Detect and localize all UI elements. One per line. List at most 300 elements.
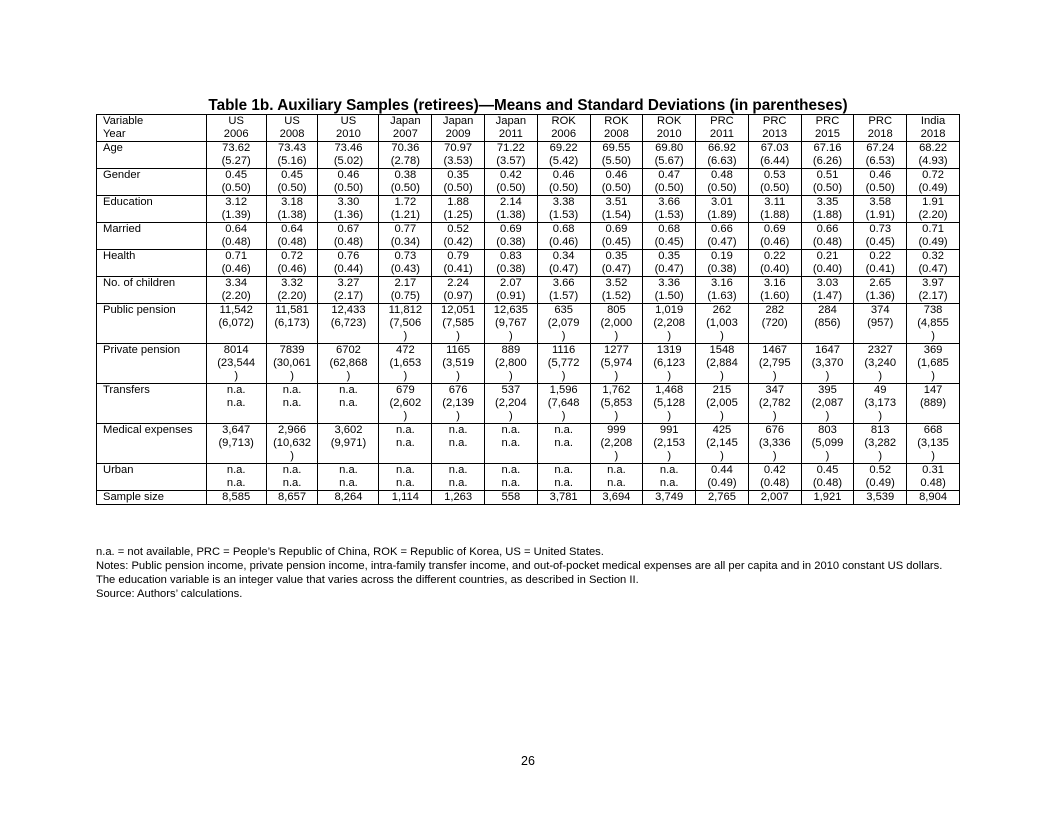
mean-cell: 0.35: [590, 250, 643, 264]
mean-cell: 0.51: [801, 169, 854, 183]
sd-cell: (0.48): [206, 236, 266, 250]
sd-cell: (0.91): [485, 290, 538, 304]
sd-cell: (3,370 ): [801, 357, 854, 384]
sd-cell: (0.50): [748, 182, 801, 196]
mean-cell: 0.45: [266, 169, 318, 183]
sd-cell: (2.20): [206, 290, 266, 304]
mean-cell: 68.22: [907, 142, 960, 156]
variable-label: Age: [97, 142, 207, 156]
mean-cell: 0.19: [696, 250, 749, 264]
header-country: ROK: [537, 115, 590, 129]
sd-cell: (5,128 ): [643, 397, 696, 424]
sd-cell: (2.20): [907, 209, 960, 223]
sd-cell: n.a.: [485, 437, 538, 464]
sd-cell: (0.46): [537, 236, 590, 250]
mean-cell: 0.22: [854, 250, 907, 264]
header-country: India: [907, 115, 960, 129]
table-row-sd: [97, 437, 960, 464]
sd-cell: (0.50): [643, 182, 696, 196]
variable-label: Gender: [97, 169, 207, 183]
sd-cell: (0.49): [854, 477, 907, 491]
mean-cell: 0.73: [379, 250, 432, 264]
variable-label: No. of children: [97, 277, 207, 291]
mean-cell: 73.43: [266, 142, 318, 156]
sd-cell: (0.47): [643, 263, 696, 277]
table-row-sd: [97, 290, 960, 304]
sd-cell: n.a.: [379, 477, 432, 491]
mean-cell: 3.03: [801, 277, 854, 291]
sd-cell: (0.38): [696, 263, 749, 277]
sd-cell: (6.63): [696, 155, 749, 169]
sd-cell: (0.48): [801, 477, 854, 491]
mean-cell: 3.16: [696, 277, 749, 291]
sd-cell: (0.50): [485, 182, 538, 196]
mean-cell: 0.35: [432, 169, 485, 183]
mean-cell: 3.66: [643, 196, 696, 210]
sd-cell: (0.50): [318, 182, 379, 196]
mean-cell: n.a.: [379, 464, 432, 478]
empty-label-cell: [97, 397, 207, 424]
mean-cell: 0.53: [748, 169, 801, 183]
mean-cell: 0.64: [266, 223, 318, 237]
sample-size-cell: 2,007: [748, 491, 801, 505]
sd-cell: n.a.: [206, 477, 266, 491]
sd-cell: (0.45): [590, 236, 643, 250]
mean-cell: 69.55: [590, 142, 643, 156]
mean-cell: n.a.: [432, 464, 485, 478]
sd-cell: (6.44): [748, 155, 801, 169]
mean-cell: 49: [854, 384, 907, 398]
mean-cell: 3.66: [537, 277, 590, 291]
sd-cell: (6.26): [801, 155, 854, 169]
table-row-sd: [97, 263, 960, 277]
mean-cell: 0.52: [432, 223, 485, 237]
table-row-sd: [97, 236, 960, 250]
sd-cell: (1.50): [643, 290, 696, 304]
mean-cell: 805: [590, 304, 643, 318]
header-year: 2013: [748, 128, 801, 142]
sd-cell: (0.46): [748, 236, 801, 250]
mean-cell: 2,966: [266, 424, 318, 438]
sd-cell: (1.39): [206, 209, 266, 223]
header-row-year: [97, 128, 960, 142]
sd-cell: (2,145 ): [696, 437, 749, 464]
table-row-sd: [97, 182, 960, 196]
sd-cell: (0.47): [590, 263, 643, 277]
empty-label-cell: [97, 477, 207, 491]
mean-cell: 3.97: [907, 277, 960, 291]
sample-size-cell: 3,781: [537, 491, 590, 505]
sd-cell: (6,723): [318, 317, 379, 344]
table-row-sample-size: [97, 491, 960, 505]
mean-cell: n.a.: [485, 464, 538, 478]
sd-cell: n.a.: [643, 477, 696, 491]
sd-cell: (1.53): [643, 209, 696, 223]
sd-cell: (6,173): [266, 317, 318, 344]
mean-cell: 1165: [432, 344, 485, 358]
table-row-sd: [97, 209, 960, 223]
sd-cell: (2,208 ): [590, 437, 643, 464]
mean-cell: 0.48: [696, 169, 749, 183]
mean-cell: 11,581: [266, 304, 318, 318]
empty-label-cell: [97, 236, 207, 250]
table-row-mean: [97, 142, 960, 156]
sd-cell: (5.02): [318, 155, 379, 169]
sd-cell: (1,653 ): [379, 357, 432, 384]
sd-cell: n.a.: [379, 437, 432, 464]
mean-cell: 3.18: [266, 196, 318, 210]
header-year: 2011: [485, 128, 538, 142]
mean-cell: 0.46: [590, 169, 643, 183]
source-note: Source: Authors’ calculations.: [96, 588, 243, 600]
sd-cell: (5.50): [590, 155, 643, 169]
mean-cell: 676: [432, 384, 485, 398]
mean-cell: 11,812: [379, 304, 432, 318]
sd-cell: (5.27): [206, 155, 266, 169]
table-row-mean: [97, 384, 960, 398]
header-row-country: [97, 115, 960, 129]
header-year: 2009: [432, 128, 485, 142]
sd-cell: (7,585 ): [432, 317, 485, 344]
sd-cell: (0.47): [907, 263, 960, 277]
sample-size-cell: 3,539: [854, 491, 907, 505]
table-row-mean: [97, 169, 960, 183]
sd-cell: n.a.: [432, 477, 485, 491]
sd-cell: (1.53): [537, 209, 590, 223]
mean-cell: 3.52: [590, 277, 643, 291]
mean-cell: 282: [748, 304, 801, 318]
mean-cell: 0.45: [801, 464, 854, 478]
sd-cell: (2,204 ): [485, 397, 538, 424]
sd-cell: (6,123 ): [643, 357, 696, 384]
header-country: Japan: [432, 115, 485, 129]
sd-cell: (856): [801, 317, 854, 344]
sd-cell: (6,072): [206, 317, 266, 344]
header-country: ROK: [590, 115, 643, 129]
sd-cell: (0.48): [801, 236, 854, 250]
sd-cell: (0.49): [907, 236, 960, 250]
sd-cell: (0.50): [801, 182, 854, 196]
header-variable-label: Variable: [97, 115, 207, 129]
mean-cell: n.a.: [485, 424, 538, 438]
sd-cell: (2.17): [318, 290, 379, 304]
sd-cell: (4,855 ): [907, 317, 960, 344]
mean-cell: 3,647: [206, 424, 266, 438]
mean-cell: 0.46: [318, 169, 379, 183]
mean-cell: 991: [643, 424, 696, 438]
mean-cell: 3.16: [748, 277, 801, 291]
empty-label-cell: [97, 437, 207, 464]
sd-cell: (0.46): [266, 263, 318, 277]
mean-cell: 67.03: [748, 142, 801, 156]
sd-cell: (2,079 ): [537, 317, 590, 344]
mean-cell: 1.91: [907, 196, 960, 210]
mean-cell: 425: [696, 424, 749, 438]
sd-cell: (3,135 ): [907, 437, 960, 464]
sd-cell: (1.52): [590, 290, 643, 304]
mean-cell: 347: [748, 384, 801, 398]
sd-cell: (0.48): [266, 236, 318, 250]
sd-cell: (3,519 ): [432, 357, 485, 384]
mean-cell: n.a.: [537, 424, 590, 438]
sd-cell: (1.47): [801, 290, 854, 304]
mean-cell: 1467: [748, 344, 801, 358]
mean-cell: 215: [696, 384, 749, 398]
sd-cell: (0.45): [854, 236, 907, 250]
mean-cell: n.a.: [206, 464, 266, 478]
mean-cell: 2327: [854, 344, 907, 358]
sd-cell: (9,971): [318, 437, 379, 464]
sd-cell: (1,003 ): [696, 317, 749, 344]
header-country: Japan: [485, 115, 538, 129]
sd-cell: (0.50): [206, 182, 266, 196]
sample-size-cell: 3,749: [643, 491, 696, 505]
mean-cell: 668: [907, 424, 960, 438]
mean-cell: 3.11: [748, 196, 801, 210]
mean-cell: 0.83: [485, 250, 538, 264]
sd-cell: (7,648 ): [537, 397, 590, 424]
variable-label: Transfers: [97, 384, 207, 398]
sd-cell: (2.17): [907, 290, 960, 304]
sd-cell: (5,974 ): [590, 357, 643, 384]
mean-cell: n.a.: [318, 464, 379, 478]
variable-label: Private pension: [97, 344, 207, 358]
table-row-mean: [97, 304, 960, 318]
sd-cell: (2,005 ): [696, 397, 749, 424]
mean-cell: n.a.: [266, 464, 318, 478]
mean-cell: 66.92: [696, 142, 749, 156]
sd-cell: (2,795 ): [748, 357, 801, 384]
mean-cell: n.a.: [318, 384, 379, 398]
header-country: US: [266, 115, 318, 129]
mean-cell: 0.69: [590, 223, 643, 237]
sd-cell: (0.47): [696, 236, 749, 250]
header-year: 2010: [318, 128, 379, 142]
sample-size-cell: 558: [485, 491, 538, 505]
sd-cell: (2.78): [379, 155, 432, 169]
mean-cell: 67.24: [854, 142, 907, 156]
mean-cell: 0.66: [801, 223, 854, 237]
sd-cell: (0.50): [590, 182, 643, 196]
table-row-sd: [97, 317, 960, 344]
mean-cell: 0.31: [907, 464, 960, 478]
mean-cell: 0.42: [485, 169, 538, 183]
mean-cell: 0.47: [643, 169, 696, 183]
mean-cell: 0.77: [379, 223, 432, 237]
mean-cell: 2.07: [485, 277, 538, 291]
sd-cell: (957): [854, 317, 907, 344]
sample-size-cell: 1,921: [801, 491, 854, 505]
mean-cell: 3.34: [206, 277, 266, 291]
sd-cell: n.a.: [537, 477, 590, 491]
sd-cell: (2,800 ): [485, 357, 538, 384]
sd-cell: (3,336 ): [748, 437, 801, 464]
mean-cell: 7839: [266, 344, 318, 358]
mean-cell: 12,433: [318, 304, 379, 318]
mean-cell: 1,468: [643, 384, 696, 398]
page-number: 26: [521, 754, 535, 768]
sample-size-cell: 1,263: [432, 491, 485, 505]
sd-cell: (62,868 ): [318, 357, 379, 384]
table-row-mean: [97, 223, 960, 237]
mean-cell: 374: [854, 304, 907, 318]
empty-label-cell: [97, 182, 207, 196]
variable-label: Urban: [97, 464, 207, 478]
header-year: 2008: [266, 128, 318, 142]
mean-cell: n.a.: [206, 384, 266, 398]
mean-cell: 0.64: [206, 223, 266, 237]
sd-cell: (1.36): [318, 209, 379, 223]
mean-cell: n.a.: [537, 464, 590, 478]
sd-cell: (0.38): [485, 236, 538, 250]
sd-cell: (1.91): [854, 209, 907, 223]
sd-cell: (5.42): [537, 155, 590, 169]
sd-cell: (30,061 ): [266, 357, 318, 384]
mean-cell: 67.16: [801, 142, 854, 156]
mean-cell: 0.42: [748, 464, 801, 478]
mean-cell: 738: [907, 304, 960, 318]
header-year: 2007: [379, 128, 432, 142]
mean-cell: 2.17: [379, 277, 432, 291]
header-year: 2010: [643, 128, 696, 142]
variable-label: Married: [97, 223, 207, 237]
sd-cell: n.a.: [537, 437, 590, 464]
mean-cell: 12,051: [432, 304, 485, 318]
mean-cell: 0.38: [379, 169, 432, 183]
sd-cell: (2.20): [266, 290, 318, 304]
header-country: PRC: [696, 115, 749, 129]
mean-cell: 3.27: [318, 277, 379, 291]
header-country: ROK: [643, 115, 696, 129]
sd-cell: (9,767 ): [485, 317, 538, 344]
sd-cell: (0.75): [379, 290, 432, 304]
mean-cell: n.a.: [590, 464, 643, 478]
sd-cell: (1.36): [854, 290, 907, 304]
sample-size-cell: 8,585: [206, 491, 266, 505]
sd-cell: (1.63): [696, 290, 749, 304]
header-year: 2018: [907, 128, 960, 142]
sd-cell: (1.38): [485, 209, 538, 223]
sd-cell: (2,087 ): [801, 397, 854, 424]
sd-cell: (0.50): [266, 182, 318, 196]
mean-cell: 472: [379, 344, 432, 358]
sd-cell: (3,173 ): [854, 397, 907, 424]
mean-cell: 3.35: [801, 196, 854, 210]
table-notes: [96, 545, 960, 601]
sd-cell: (0.40): [801, 263, 854, 277]
variable-label: Education: [97, 196, 207, 210]
empty-label-cell: [97, 317, 207, 344]
mean-cell: 1319: [643, 344, 696, 358]
mean-cell: 0.72: [266, 250, 318, 264]
sd-cell: (0.48): [318, 236, 379, 250]
mean-cell: 1548: [696, 344, 749, 358]
sd-cell: (0.42): [432, 236, 485, 250]
mean-cell: n.a.: [643, 464, 696, 478]
sample-size-cell: 2,765: [696, 491, 749, 505]
sd-cell: 0.48): [907, 477, 960, 491]
sd-cell: n.a.: [206, 397, 266, 424]
sd-cell: (2,884 ): [696, 357, 749, 384]
sd-cell: (0.38): [485, 263, 538, 277]
mean-cell: 0.71: [206, 250, 266, 264]
sd-cell: (3.53): [432, 155, 485, 169]
sd-cell: (0.46): [206, 263, 266, 277]
mean-cell: 803: [801, 424, 854, 438]
mean-cell: 537: [485, 384, 538, 398]
sd-cell: (0.49): [696, 477, 749, 491]
mean-cell: 3.30: [318, 196, 379, 210]
sd-cell: (0.41): [854, 263, 907, 277]
sd-cell: (10,632 ): [266, 437, 318, 464]
sd-cell: (0.40): [748, 263, 801, 277]
mean-cell: 2.65: [854, 277, 907, 291]
header-year: 2011: [696, 128, 749, 142]
mean-cell: 262: [696, 304, 749, 318]
mean-cell: 71.22: [485, 142, 538, 156]
mean-cell: 0.69: [748, 223, 801, 237]
mean-cell: 3.01: [696, 196, 749, 210]
mean-cell: n.a.: [266, 384, 318, 398]
mean-cell: n.a.: [379, 424, 432, 438]
sample-size-label: Sample size: [97, 491, 207, 505]
mean-cell: 1116: [537, 344, 590, 358]
sd-cell: n.a.: [432, 437, 485, 464]
sample-size-cell: 8,657: [266, 491, 318, 505]
mean-cell: 147: [907, 384, 960, 398]
mean-cell: 0.72: [907, 169, 960, 183]
header-country: PRC: [748, 115, 801, 129]
table-row-mean: [97, 196, 960, 210]
sd-cell: (2,153 ): [643, 437, 696, 464]
mean-cell: 12,635: [485, 304, 538, 318]
abbreviations-note: n.a. = not available, PRC = People’s Republic of China, ROK = Republic of Korea, US = United States.: [96, 546, 604, 558]
sd-cell: (4.93): [907, 155, 960, 169]
mean-cell: 0.44: [696, 464, 749, 478]
mean-cell: 0.68: [537, 223, 590, 237]
sd-cell: (1.60): [748, 290, 801, 304]
mean-cell: 1,019: [643, 304, 696, 318]
mean-cell: 3.36: [643, 277, 696, 291]
mean-cell: 999: [590, 424, 643, 438]
mean-cell: 3.51: [590, 196, 643, 210]
sd-cell: (3,240 ): [854, 357, 907, 384]
empty-label-cell: [97, 263, 207, 277]
mean-cell: 0.79: [432, 250, 485, 264]
sd-cell: (2,208 ): [643, 317, 696, 344]
mean-cell: 0.71: [907, 223, 960, 237]
mean-cell: 1.72: [379, 196, 432, 210]
sd-cell: n.a.: [485, 477, 538, 491]
sd-cell: n.a.: [590, 477, 643, 491]
sample-size-cell: 8,904: [907, 491, 960, 505]
sd-cell: (1.25): [432, 209, 485, 223]
mean-cell: 813: [854, 424, 907, 438]
sd-cell: n.a.: [318, 397, 379, 424]
header-country: PRC: [801, 115, 854, 129]
sd-cell: (1.57): [537, 290, 590, 304]
mean-cell: 1647: [801, 344, 854, 358]
table-row-sd: [97, 155, 960, 169]
mean-cell: 0.22: [748, 250, 801, 264]
mean-cell: 369: [907, 344, 960, 358]
mean-cell: 0.76: [318, 250, 379, 264]
sd-cell: (0.50): [696, 182, 749, 196]
sd-cell: (0.34): [379, 236, 432, 250]
mean-cell: 70.97: [432, 142, 485, 156]
notes-paragraph: Notes: Public pension income, private pension income, intra-family transfer income, and out-of-pocket medical expenses are all per capita and in 2010 constant US dollars. The education variable is an integer value that varies across the different countries, as described in Section II.: [96, 560, 943, 586]
sd-cell: (0.50): [432, 182, 485, 196]
